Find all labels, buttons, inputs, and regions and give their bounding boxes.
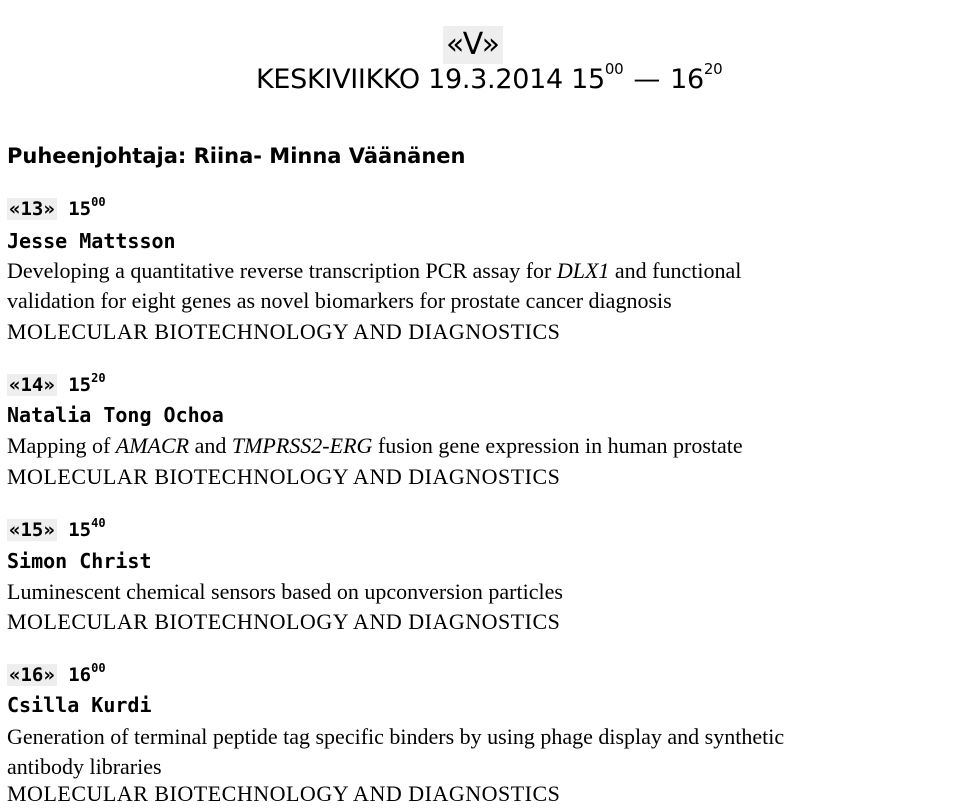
- session-end-minutes: 20: [703, 60, 723, 78]
- talk-minutes: 20: [91, 370, 106, 385]
- talk-15-header: [7, 517, 106, 543]
- gene-name: TMPRSS2-ERG: [231, 433, 373, 458]
- session-start-minutes: 00: [604, 60, 624, 78]
- talk-15-program: MOLECULAR BIOTECHNOLOGY AND DIAGNOSTICS: [7, 609, 561, 634]
- talk-minutes: 40: [91, 515, 106, 530]
- talk-minutes: 00: [91, 660, 106, 675]
- talk-16-title-line-1: Generation of terminal peptide tag specific binders by using phage display and synthetic: [7, 724, 785, 749]
- talk-13-program: MOLECULAR BIOTECHNOLOGY AND DIAGNOSTICS: [7, 319, 561, 344]
- talk-13-title-line-1: [7, 256, 741, 286]
- title-text: Developing a quantitative reverse transcription PCR assay for: [7, 258, 557, 283]
- session-chair: Puheenjohtaja: Riina- Minna Väänänen: [7, 144, 466, 168]
- title-text: and functional: [609, 258, 742, 283]
- talk-14-header: [7, 372, 106, 398]
- talk-number: «14»: [9, 374, 55, 396]
- gene-name: DLX1: [556, 258, 610, 283]
- talk-number: «16»: [9, 664, 55, 686]
- session-end-hour: 16: [670, 64, 704, 95]
- talk-13-header: [7, 196, 106, 222]
- talk-15-speaker: Simon Christ: [7, 549, 152, 573]
- talk-number: «15»: [9, 519, 55, 541]
- talk-14-program: MOLECULAR BIOTECHNOLOGY AND DIAGNOSTICS: [7, 464, 561, 489]
- talk-minutes: 00: [91, 194, 106, 209]
- session-code: «V»: [443, 26, 503, 64]
- title-text: Mapping of: [7, 433, 116, 458]
- talk-16-header: [7, 662, 106, 688]
- talk-16-program: MOLECULAR BIOTECHNOLOGY AND DIAGNOSTICS: [7, 781, 561, 806]
- gene-name: AMACR: [115, 433, 190, 458]
- talk-13-speaker: Jesse Mattsson: [7, 229, 176, 253]
- talk-hour: 15: [68, 374, 92, 396]
- talk-14-speaker: Natalia Tong Ochoa: [7, 403, 224, 427]
- talk-14-title: [7, 431, 743, 461]
- talk-number: «13»: [9, 198, 55, 220]
- title-text: and: [189, 433, 232, 458]
- session-date-time: [256, 60, 722, 100]
- talk-13-title-line-2: validation for eight genes as novel biomarkers for prostate cancer diagnosis: [7, 288, 672, 313]
- session-date-prefix: KESKIVIIKKO 19.3.2014 15: [256, 64, 605, 95]
- talk-16-title-line-2: antibody libraries: [7, 754, 162, 779]
- title-text: fusion gene expression in human prostate: [372, 433, 743, 458]
- talk-hour: 16: [68, 664, 92, 686]
- session-dash: —: [633, 64, 661, 95]
- talk-16-speaker: Csilla Kurdi: [7, 693, 152, 717]
- talk-hour: 15: [68, 519, 92, 541]
- talk-15-title: Luminescent chemical sensors based on upconversion particles: [7, 579, 563, 604]
- talk-hour: 15: [68, 198, 92, 220]
